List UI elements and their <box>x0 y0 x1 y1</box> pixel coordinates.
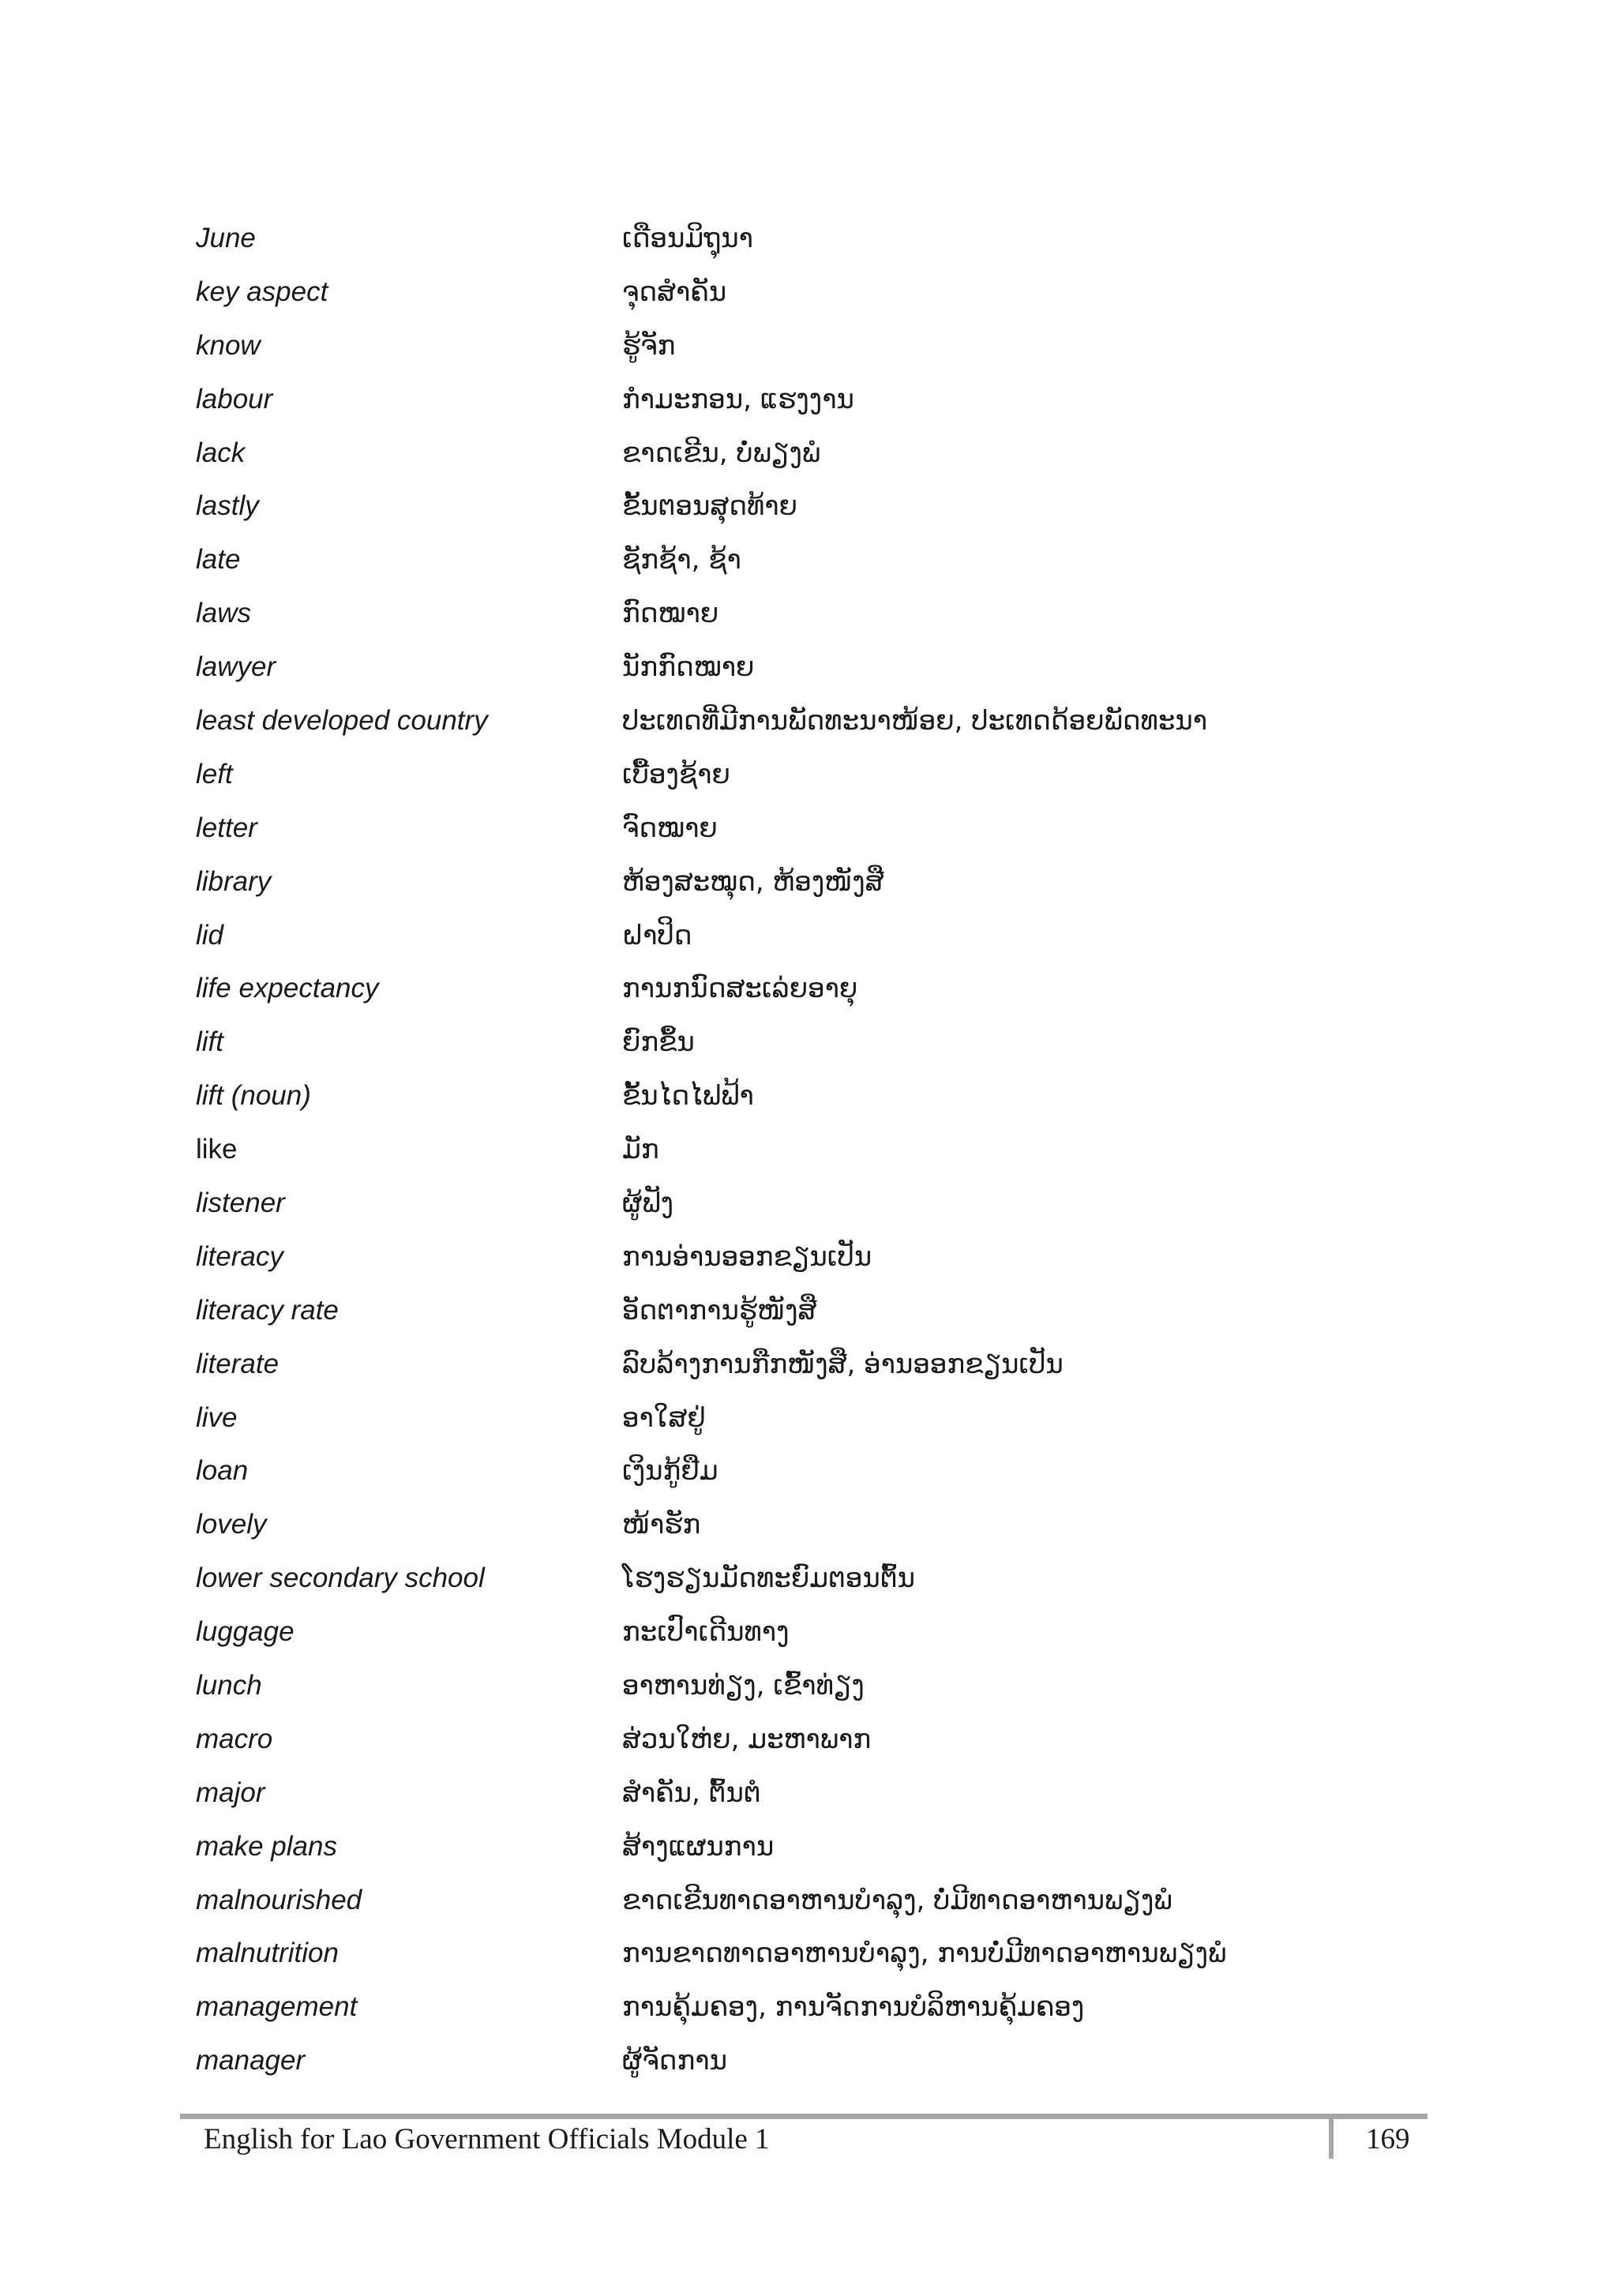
glossary-row <box>196 533 1459 587</box>
glossary-term: lunch <box>196 1669 262 1701</box>
glossary-term: macro <box>196 1723 273 1754</box>
glossary-definition: ກົດໝາຍ <box>622 598 719 630</box>
glossary-term: life expectancy <box>196 973 379 1004</box>
glossary-definition: ຜູ້ຈັດການ <box>622 2045 727 2077</box>
glossary-definition: ເດືອນມິຖຸນາ <box>622 222 753 254</box>
glossary-definition: ຂາດເຂີນ, ບໍ່ພຽງພໍ <box>622 437 821 469</box>
glossary-row <box>196 1820 1459 1874</box>
glossary-definition: ລົບລ້າງການກືກໜັງສື, ອ່ານອອກຂຽນເປັນ <box>622 1348 1064 1380</box>
glossary-term: literacy <box>196 1240 283 1272</box>
glossary-term: lack <box>196 437 246 468</box>
glossary-term: malnourished <box>196 1884 362 1915</box>
glossary-term: lastly <box>196 490 259 522</box>
glossary-term: least developed country <box>196 704 488 736</box>
glossary-definition: ຝາປິດ <box>622 919 692 951</box>
glossary-definition: ຍົກຂຶ້ນ <box>622 1026 695 1059</box>
glossary-term: laws <box>196 598 252 629</box>
glossary-definition: ເງິນກູ້ຢືມ <box>622 1455 718 1488</box>
glossary-term: lawyer <box>196 651 276 683</box>
glossary-term: lid <box>196 919 224 951</box>
glossary-definition: ຫ້ອງສະໝຸດ, ຫ້ອງໜັງສື <box>622 865 884 898</box>
glossary-list <box>196 212 1459 2088</box>
glossary-row <box>196 373 1459 426</box>
glossary-definition: ຮູ້ຈັກ <box>622 329 676 362</box>
glossary-definition: ອັດຕາການຮູ້ໜັງສື <box>622 1294 817 1326</box>
glossary-term: make plans <box>196 1830 337 1862</box>
glossary-row <box>196 1659 1459 1713</box>
glossary-row <box>196 2034 1459 2088</box>
glossary-term: lift <box>196 1026 223 1058</box>
glossary-row <box>196 1123 1459 1176</box>
glossary-definition: ອາຫານທ່ຽງ, ເຂົ້າທ່ຽງ <box>622 1669 865 1701</box>
glossary-definition: ກະເປົາເດີນທາງ <box>622 1616 790 1649</box>
glossary-term: left <box>196 758 233 790</box>
glossary-row <box>196 1498 1459 1551</box>
glossary-row <box>196 319 1459 373</box>
glossary-row <box>196 748 1459 801</box>
glossary-row <box>196 640 1459 694</box>
footer-title: English for Lao Government Officials Module 1 <box>204 2123 770 2155</box>
glossary-definition: ຊັກຊ້າ, ຊ້າ <box>622 544 741 576</box>
glossary-definition: ກຳມະກອນ, ແຮງງານ <box>622 383 854 415</box>
glossary-term: key aspect <box>196 276 328 307</box>
glossary-row <box>196 1551 1459 1605</box>
glossary-definition: ເບື້ອງຊ້າຍ <box>622 758 730 790</box>
glossary-row <box>196 1015 1459 1069</box>
glossary-term: literacy rate <box>196 1294 339 1326</box>
glossary-term: management <box>196 1991 358 2023</box>
glossary-row <box>196 1605 1459 1659</box>
glossary-row <box>196 1069 1459 1123</box>
glossary-definition: ການກນົດສະເລ່ຍອາຍຸ <box>622 973 858 1005</box>
glossary-row <box>196 694 1459 748</box>
glossary-term: lower secondary school <box>196 1563 485 1594</box>
glossary-definition: ການຄຸ້ມຄອງ, ການຈັດການບໍລິຫານຄຸ້ມຄອງ <box>622 1991 1085 2024</box>
glossary-definition: ສ່ວນໃຫ່ຍ, ມະຫາພາກ <box>622 1723 872 1755</box>
footer-rule <box>180 2114 1428 2119</box>
glossary-row <box>196 265 1459 319</box>
glossary-definition: ຈຸດສຳຄັນ <box>622 276 727 308</box>
glossary-definition: ຂັ້ນຕອນສຸດທ້າຍ <box>622 490 798 523</box>
glossary-term: listener <box>196 1187 285 1218</box>
glossary-row <box>196 1766 1459 1820</box>
page-number: 169 <box>1366 2123 1410 2155</box>
glossary-term: lift (noun) <box>196 1080 311 1112</box>
glossary-definition: ການຂາດທາດອາຫານບຳລຸງ, ການບໍ່ມີທາດອາຫານພຽງພໍ <box>622 1938 1227 1970</box>
glossary-row <box>196 1176 1459 1230</box>
glossary-definition: ຂັ້ນໄດໄຟຟ້າ <box>622 1080 754 1112</box>
glossary-row <box>196 1713 1459 1766</box>
glossary-row <box>196 962 1459 1015</box>
glossary-term: library <box>196 865 272 897</box>
glossary-row <box>196 1284 1459 1337</box>
glossary-term: letter <box>196 812 257 843</box>
glossary-term: lovely <box>196 1509 267 1540</box>
glossary-definition: ຈົດໝາຍ <box>622 812 718 844</box>
glossary-row <box>196 1980 1459 2034</box>
glossary-definition: ໜ້າຮັກ <box>622 1509 701 1541</box>
glossary-term: labour <box>196 383 273 415</box>
glossary-definition: ນັກກົດໝາຍ <box>622 651 755 684</box>
glossary-row <box>196 1444 1459 1498</box>
glossary-row <box>196 479 1459 533</box>
glossary-term: like <box>196 1134 238 1165</box>
glossary-term: live <box>196 1401 238 1433</box>
glossary-definition: ສ້າງແຜນການ <box>622 1830 775 1863</box>
glossary-row <box>196 1337 1459 1391</box>
glossary-row <box>196 587 1459 640</box>
glossary-definition: ຜູ້ຟັງ <box>622 1187 674 1219</box>
glossary-definition: ຂາດເຂີນທາດອາຫານບຳລຸງ, ບໍ່ມີທາດອາຫານພຽງພໍ <box>622 1884 1172 1916</box>
glossary-row <box>196 212 1459 265</box>
glossary-row <box>196 801 1459 855</box>
glossary-row <box>196 909 1459 962</box>
glossary-term: literate <box>196 1348 280 1379</box>
glossary-row <box>196 1874 1459 1927</box>
glossary-term: manager <box>196 2045 306 2077</box>
glossary-row <box>196 1230 1459 1284</box>
glossary-term: malnutrition <box>196 1938 339 1969</box>
glossary-row <box>196 855 1459 909</box>
glossary-row <box>196 426 1459 480</box>
glossary-row <box>196 1927 1459 1981</box>
glossary-term: luggage <box>196 1616 295 1648</box>
glossary-definition: ການອ່ານອອກຂຽນເປັນ <box>622 1240 872 1273</box>
glossary-definition: ມັກ <box>622 1134 659 1166</box>
glossary-term: know <box>196 329 261 361</box>
glossary-term: major <box>196 1776 265 1808</box>
glossary-definition: ສຳຄັນ, ຕົ້ນຕໍ <box>622 1776 761 1809</box>
glossary-term: June <box>196 222 256 253</box>
glossary-definition: ໂຮງຮຽນມັດທະຍົມຕອນຕົ້ນ <box>622 1563 916 1595</box>
glossary-row <box>196 1391 1459 1445</box>
glossary-definition: ອາໃສຢູ່ <box>622 1401 706 1434</box>
glossary-term: loan <box>196 1455 249 1487</box>
footer-divider <box>1329 2119 1334 2159</box>
glossary-term: late <box>196 544 241 576</box>
glossary-definition: ປະເທດທີ່ມີການພັດທະນາໜ້ອຍ, ປະເທດດ້ອຍພັດທະນາ <box>622 704 1208 737</box>
